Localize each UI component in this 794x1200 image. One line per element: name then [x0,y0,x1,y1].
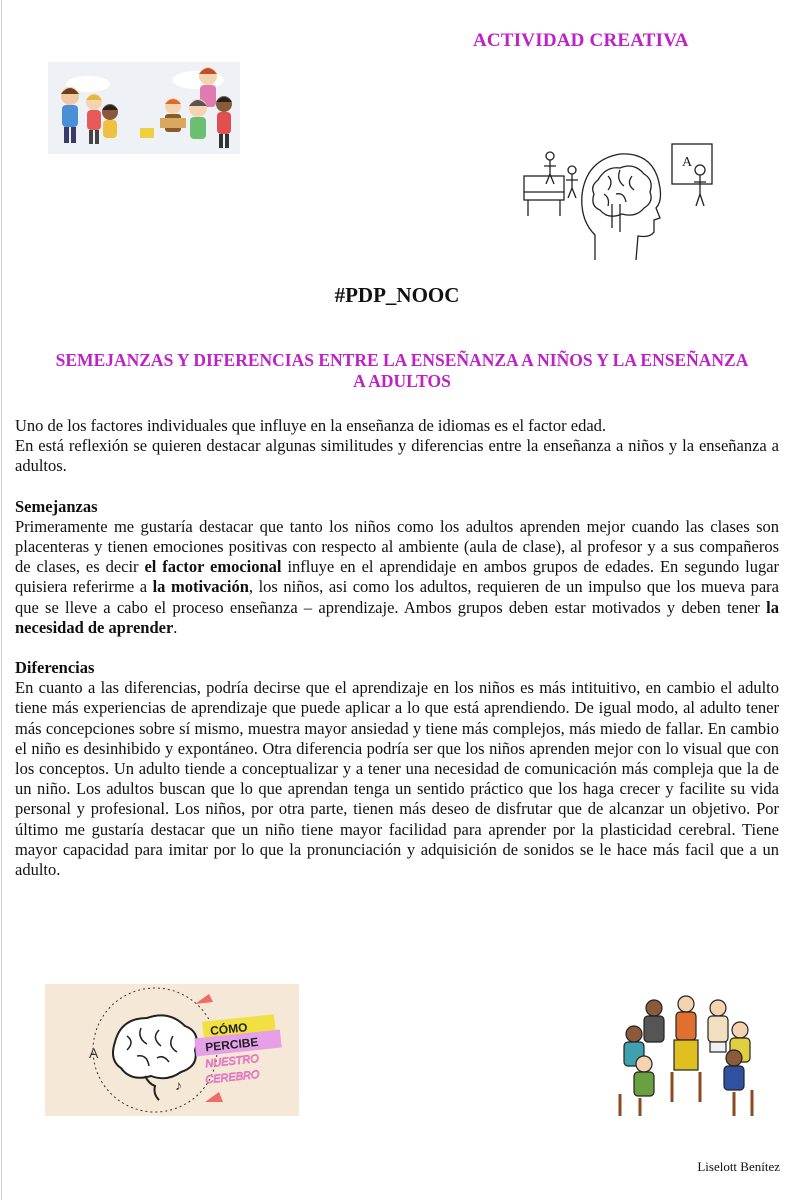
hashtag: #PDP_NOOC [334,283,460,307]
diferencias-paragraph: En cuanto a las diferencias, podría decirse que el aprendizaje en los niños es más intituitivo, en cambio el adulto tiene más experiencias de aprendizaje que puede aplicar a lo que está aprendiendo. De igual modo, al adulto tener más concepciones sobre sí mismo, muestra mayor ansiedad y tiene más complejos, más miedo de fallar. En cambio el niño es desinhibido y expontáneo. Otra diferencia podría ser que los niños aprenden mejor con lo visual que con los conceptos. Un adulto tiende a conceptualizar y a tener una necesidad de comunicación más compleja que la de un niño. Los adultos buscan que lo que aprendan tenga un sentido práctico que los haga crecer y facilite su vida personal y profesional. Los niños, por otra parte, tienen más deseo de disfrutar que de alcanzar un objetivo. Por último me gustaría destacar que un niño tiene mayor facilidad para aprender por la plasticidad cerebral. Tiene mayor capacidad para imitar por lo que la pronunciación y adquisición de sonidos se le hace más facil que a un adulto. [15,678,779,880]
document-title-line1: SEMEJANZAS Y DIFERENCIAS ENTRE LA ENSEÑANZA A NIÑOS Y LA ENSEÑANZA [55,350,749,370]
page-edge [1,0,2,1200]
document-body [15,416,779,880]
diferencias-heading: Diferencias [15,658,95,678]
svg-text:A: A [682,155,693,170]
author-signature: Liselott Benítez [697,1159,780,1174]
document-title [40,350,764,392]
kids-illustration-icon [48,62,240,154]
document-title-line2: A ADULTOS [353,371,451,391]
poster-line3: NUESTRO [204,1052,260,1071]
activity-title: ACTIVIDAD CREATIVA [473,30,689,51]
poster-line4: CEREBRO [204,1068,261,1087]
semejanzas-paragraph: Primeramente me gustaría destacar que tanto los niños como los adultos aprenden mejor cuando las clases son placenteras y tienen emociones positivas con respecto al ambiente (aula de clase), al profesor y a sus compañeros de clases, es decir el factor emocional influye en el aprendidaje en ambos grupos de edades. En segundo lugar quisiera referirme a la motivación, los niños, asi como los adultos, requieren de un impulso que los mueva para que se lleve a cabo el proceso enseñanza – aprendizaje. Ambos grupos deben estar motivados y deben tener la necesidad de aprender. [15,516,780,637]
intro-line2: En está reflexión se quieren destacar algunas similitudes y diferencias entre la enseñanza a niños y la enseñanza a adultos. [15,436,779,476]
brain-poster-illustration-icon [45,984,299,1116]
poster-line1: CÓMO [209,1020,249,1038]
poster-line2: PERCIBE [204,1034,260,1055]
reading-group-illustration-icon [614,994,760,1118]
intro-line1: Uno de los factores individuales que influye en la enseñanza de idiomas es el factor edad. [15,416,607,435]
semejanzas-heading: Semejanzas [15,496,98,516]
brain-classroom-illustration-icon [520,140,720,260]
svg-text:A: A [89,1045,99,1061]
svg-text:♪: ♪ [175,1077,182,1093]
